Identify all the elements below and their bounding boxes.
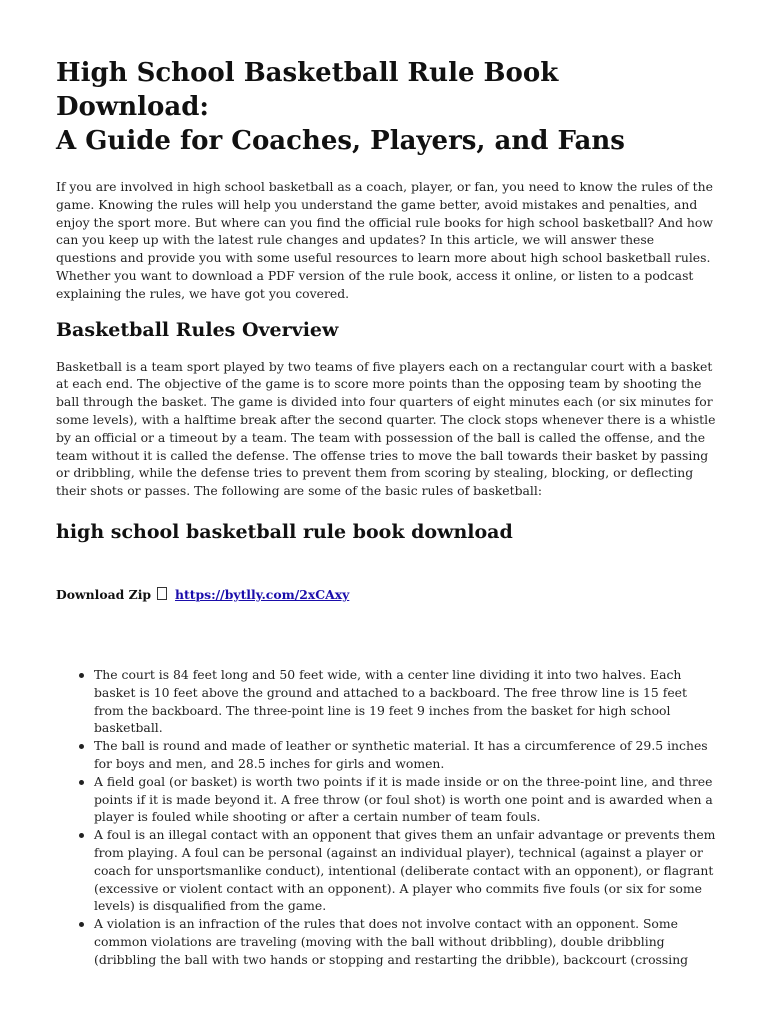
bullet-icon [79, 780, 84, 785]
list-item [56, 915, 716, 968]
rule-text: The ball is round and made of leather or synthetic material. It has a circumference of 29.5 inches for boys and men, and 28.5 inches for girls and women. [94, 738, 708, 771]
rule-text: The court is 84 feet long and 50 feet wide, with a center line dividing it into two halves. Each basket is 10 feet above the ground and attached to a backboard. The free throw line is 15 feet from the backboard. The three-point line is 19 feet 9 inches from the basket for high school basketball. [94, 666, 687, 736]
bullet-icon [79, 922, 84, 927]
intro-paragraph: If you are involved in high school basketball as a coach, player, or fan, you need to know the rules of the game. Knowing the rules will help you understand the game better, avoid mistakes and penalties, and enjoy the sport more. But where can you find the official rule books for high school basketball? And how can you keep up with the latest rule changes and updates? In this article, we will answer these questions and provide you with some useful resources to learn more about high school basketball rules. Whether you want to download a PDF version of the rule book, access it online, or listen to a podcast explaining the rules, we have got you covered. [56, 179, 713, 301]
download-heading: high school basketball rule book download [56, 520, 513, 543]
list-item [56, 666, 716, 737]
rule-text: A violation is an infraction of the rules that does not involve contact with an opponent. Some common violations are traveling (moving with the ball without dribbling), double dribbling (dribbling the ball with two hands or stopping and restarting the dribble), backcourt (crossing [94, 916, 689, 967]
list-item [56, 826, 716, 915]
download-label: Download Zip [56, 586, 152, 602]
bullet-icon [79, 744, 84, 749]
rule-text: A field goal (or basket) is worth two points if it is made inside or on the three-point line, and three points if it is made beyond it. A free throw (or foul shot) is worth one point and is awarded when a player is fouled while shooting or after a certain number of team fouls. [94, 773, 713, 825]
download-line [56, 586, 716, 604]
title-line-1: High School Basketball Rule Book Download: [56, 58, 559, 122]
missing-glyph-icon [157, 587, 167, 600]
list-item [56, 737, 716, 773]
rule-text: A foul is an illegal contact with an opponent that gives them an unfair advantage or prevents them from playing. A foul can be personal (against an individual player), technical (against a player or coach for unsportsmanlike conduct), intentional (deliberate contact with an opponent), or flagrant (excessive or violent contact with an opponent). A player who commits five fouls (or six for some levels) is disqualified from the game. [94, 827, 716, 914]
download-link[interactable]: https://bytlly.com/2xCAxy [174, 586, 350, 602]
list-item [56, 773, 716, 826]
page-title [56, 56, 716, 158]
title-line-2: A Guide for Coaches, Players, and Fans [56, 126, 625, 156]
bullet-icon [79, 833, 84, 838]
overview-paragraph: Basketball is a team sport played by two teams of five players each on a rectangular court with a basket at each end. The objective of the game is to score more points than the opposing team by shooting the ball through the basket. The game is divided into four quarters of eight minutes each (or six minutes for some levels), with a halftime break after the second quarter. The clock stops whenever there is a whistle by an official or a timeout by a team. The team with possession of the ball is called the offense, and the team without it is called the defense. The offense tries to move the ball towards their basket by passing or dribbling, while the defense tries to prevent them from scoring by stealing, blocking, or deflecting their shots or passes. The following are some of the basic rules of basketball: [56, 358, 716, 499]
rules-list [56, 666, 716, 969]
overview-heading: Basketball Rules Overview [56, 318, 339, 341]
article [56, 56, 716, 969]
bullet-icon [79, 673, 84, 678]
